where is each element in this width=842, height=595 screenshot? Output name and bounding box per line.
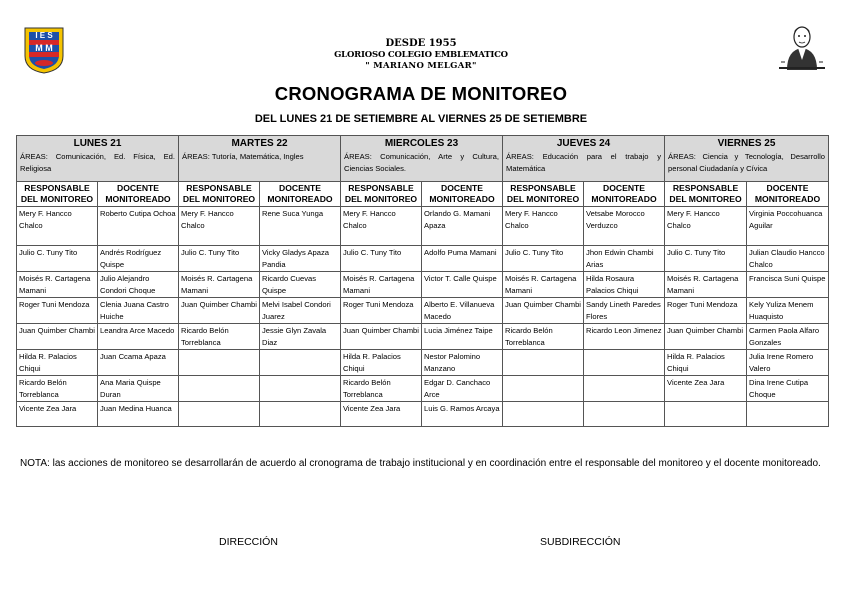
responsible-cell: Hilda R. Palacios Chiqui — [665, 350, 747, 376]
table-row — [17, 376, 829, 402]
responsible-cell: Juan Quimber Chambi — [179, 298, 260, 324]
page-subtitle: DEL LUNES 21 DE SETIEMBRE AL VIERNES 25 DE SETIEMBRE — [254, 113, 588, 125]
responsible-cell: Moisés R. Cartagena Mamani — [17, 272, 98, 298]
monitoring-schedule-table — [16, 135, 829, 427]
teacher-cell: Sandy Lineth Paredes Flores — [584, 298, 665, 324]
col-header-responsible: RESPONSABLE DEL MONITOREO — [665, 182, 747, 207]
responsible-cell: Roger Tuni Mendoza — [341, 298, 422, 324]
responsible-cell: Mery F. Hancco Chalco — [665, 207, 747, 246]
responsible-cell: Roger Tuni Mendoza — [665, 298, 747, 324]
teacher-cell: Rene Suca Yunga — [260, 207, 341, 246]
school-name: " MARIANO MELGAR" — [365, 61, 477, 71]
responsible-cell: Julio C. Tuny Tito — [665, 246, 747, 272]
responsible-cell: Julio C. Tuny Tito — [503, 246, 584, 272]
logo-text: I E S — [35, 31, 53, 40]
teacher-cell: Edgar D. Canchaco Arce — [422, 376, 503, 402]
table-row — [17, 350, 829, 376]
col-header-teacher: DOCENTE MONITOREADO — [260, 182, 341, 207]
responsible-cell: Vicente Zea Jara — [341, 402, 422, 427]
teacher-cell: Adolfo Puma Mamani — [422, 246, 503, 272]
day-areas: ÁREAS: Educación para el trabajo y Matemática — [506, 152, 662, 173]
day-header-row — [17, 136, 829, 182]
column-header-row — [17, 182, 829, 207]
teacher-cell: Julio Alejandro Condori Choque — [98, 272, 179, 298]
responsible-cell — [179, 376, 260, 402]
teacher-cell: Juan Ccama Apaza — [98, 350, 179, 376]
teacher-cell: Lucia Jiménez Taipe — [422, 324, 503, 350]
day-name: MIERCOLES 23 — [384, 138, 459, 149]
table-row — [17, 298, 829, 324]
teacher-cell — [260, 402, 341, 427]
svg-text:M M: M M — [35, 43, 53, 53]
table-row — [17, 402, 829, 427]
responsible-cell: Juan Quimber Chambi — [17, 324, 98, 350]
day-name: LUNES 21 — [73, 138, 122, 149]
responsible-cell — [665, 402, 747, 427]
col-header-responsible: RESPONSABLE DEL MONITOREO — [503, 182, 584, 207]
responsible-cell: Juan Quimber Chambi — [341, 324, 422, 350]
teacher-cell: Melvi Isabel Condori Juarez — [260, 298, 341, 324]
teacher-cell: Ana Maria Quispe Duran — [98, 376, 179, 402]
teacher-cell: Roberto Cutipa Ochoa — [98, 207, 179, 246]
col-header-responsible: RESPONSABLE DEL MONITOREO — [179, 182, 260, 207]
day-name: MARTES 22 — [231, 138, 288, 149]
day-header-friday — [665, 136, 829, 182]
responsible-cell: Ricardo Belón Torreblanca — [179, 324, 260, 350]
signature-direccion: DIRECCIÓN — [219, 536, 278, 548]
responsible-cell — [503, 376, 584, 402]
table-row — [17, 272, 829, 298]
school-line: GLORIOSO COLEGIO EMBLEMATICO — [334, 50, 508, 60]
responsible-cell: Juan Quimber Chambi — [665, 324, 747, 350]
responsible-cell — [503, 402, 584, 427]
responsible-cell: Vicente Zea Jara — [665, 376, 747, 402]
day-name: JUEVES 24 — [556, 138, 611, 149]
responsible-cell: Roger Tuni Mendoza — [17, 298, 98, 324]
table-row — [17, 246, 829, 272]
teacher-cell: Ricardo Leon Jimenez — [584, 324, 665, 350]
teacher-cell: Clenia Juana Castro Huiche — [98, 298, 179, 324]
day-areas: ÁREAS: Comunicación, Ed. Física, Ed. Religiosa — [20, 152, 175, 173]
day-areas: ÁREAS: Tutoría, Matemática, Ingles — [182, 152, 304, 161]
responsible-cell: Ricardo Belón Torreblanca — [503, 324, 584, 350]
responsible-cell — [179, 402, 260, 427]
teacher-cell: Vetsabe Morocco Verduzco — [584, 207, 665, 246]
col-header-responsible: RESPONSABLE DEL MONITOREO — [17, 182, 98, 207]
teacher-cell: Dina Irene Cutipa Choque — [747, 376, 829, 402]
teacher-cell: Virginia Poccohuanca Aguilar — [747, 207, 829, 246]
responsible-cell: Moisés R. Cartagena Mamani — [341, 272, 422, 298]
teacher-cell: Julian Claudio Hancco Chalco — [747, 246, 829, 272]
responsible-cell: Vicente Zea Jara — [17, 402, 98, 427]
responsible-cell: Hilda R. Palacios Chiqui — [17, 350, 98, 376]
responsible-cell: Mery F. Hancco Chalco — [341, 207, 422, 246]
teacher-cell: Victor T. Calle Quispe — [422, 272, 503, 298]
day-areas: ÁREAS: Ciencia y Tecnología, Desarrollo personal Ciudadanía y Cívica — [668, 152, 826, 173]
teacher-cell: Orlando G. Mamani Apaza — [422, 207, 503, 246]
teacher-cell: Nestor Palomino Manzano — [422, 350, 503, 376]
col-header-responsible: RESPONSABLE DEL MONITOREO — [341, 182, 422, 207]
responsible-cell: Mery F. Hancco Chalco — [179, 207, 260, 246]
teacher-cell: Kely Yuliza Menem Huaquisto — [747, 298, 829, 324]
responsible-cell: Moisés R. Cartagena Mamani — [503, 272, 584, 298]
teacher-cell: Alberto E. Villanueva Macedo — [422, 298, 503, 324]
since-line: DESDE 1955 — [385, 38, 457, 49]
teacher-cell: Vicky Gladys Apaza Pandia — [260, 246, 341, 272]
day-header-wednesday — [341, 136, 503, 182]
responsible-cell: Moisés R. Cartagena Mamani — [665, 272, 747, 298]
note-text: NOTA: las acciones de monitoreo se desarrollarán de acuerdo al cronograma de trabajo institucional y en coordinación entre el responsable del monitoreo y el docente monitoreado. — [20, 458, 821, 469]
col-header-teacher: DOCENTE MONITOREADO — [422, 182, 503, 207]
teacher-cell: Juan Medina Huanca — [98, 402, 179, 427]
responsible-cell: Hilda R. Palacios Chiqui — [341, 350, 422, 376]
teacher-cell — [260, 350, 341, 376]
col-header-teacher: DOCENTE MONITOREADO — [747, 182, 829, 207]
teacher-cell: Leandra Arce Macedo — [98, 324, 179, 350]
table-row — [17, 207, 829, 246]
page-title: CRONOGRAMA DE MONITOREO — [274, 83, 568, 104]
teacher-cell — [584, 350, 665, 376]
responsible-cell: Ricardo Belón Torreblanca — [341, 376, 422, 402]
responsible-cell: Moisés R. Cartagena Mamani — [179, 272, 260, 298]
teacher-cell: Francisca Suni Quispe — [747, 272, 829, 298]
day-header-monday — [17, 136, 179, 182]
table-row — [17, 324, 829, 350]
teacher-cell — [260, 376, 341, 402]
responsible-cell — [503, 350, 584, 376]
signature-subdireccion: SUBDIRECCIÓN — [540, 536, 621, 548]
responsible-cell: Ricardo Belón Torreblanca — [17, 376, 98, 402]
responsible-cell — [179, 350, 260, 376]
col-header-teacher: DOCENTE MONITOREADO — [98, 182, 179, 207]
teacher-cell: Julia Irene Romero Valero — [747, 350, 829, 376]
day-areas: ÁREAS: Comunicación, Arte y Cultura, Ciencias Sociales. — [344, 152, 500, 173]
responsible-cell: Mery F. Hancco Chalco — [17, 207, 98, 246]
responsible-cell: Julio C. Tuny Tito — [17, 246, 98, 272]
day-header-tuesday — [179, 136, 341, 182]
teacher-cell — [584, 402, 665, 427]
teacher-cell: Andrés Rodríguez Quispe — [98, 246, 179, 272]
teacher-cell: Jessie Glyn Zavala Diaz — [260, 324, 341, 350]
responsible-cell: Julio C. Tuny Tito — [341, 246, 422, 272]
teacher-cell: Carmen Paola Alfaro Gonzales — [747, 324, 829, 350]
responsible-cell: Mery F. Hancco Chalco — [503, 207, 584, 246]
teacher-cell: Jhon Edwin Chambi Arias — [584, 246, 665, 272]
teacher-cell — [584, 376, 665, 402]
col-header-teacher: DOCENTE MONITOREADO — [584, 182, 665, 207]
teacher-cell: Ricardo Cuevas Quispe — [260, 272, 341, 298]
teacher-cell: Luis G. Ramos Arcaya — [422, 402, 503, 427]
responsible-cell: Juan Quimber Chambi — [503, 298, 584, 324]
day-header-thursday — [503, 136, 665, 182]
responsible-cell: Julio C. Tuny Tito — [179, 246, 260, 272]
teacher-cell — [747, 402, 829, 427]
day-name: VIERNES 25 — [717, 138, 776, 149]
school-header — [0, 37, 842, 72]
teacher-cell: Hilda Rosaura Palacios Chiqui — [584, 272, 665, 298]
